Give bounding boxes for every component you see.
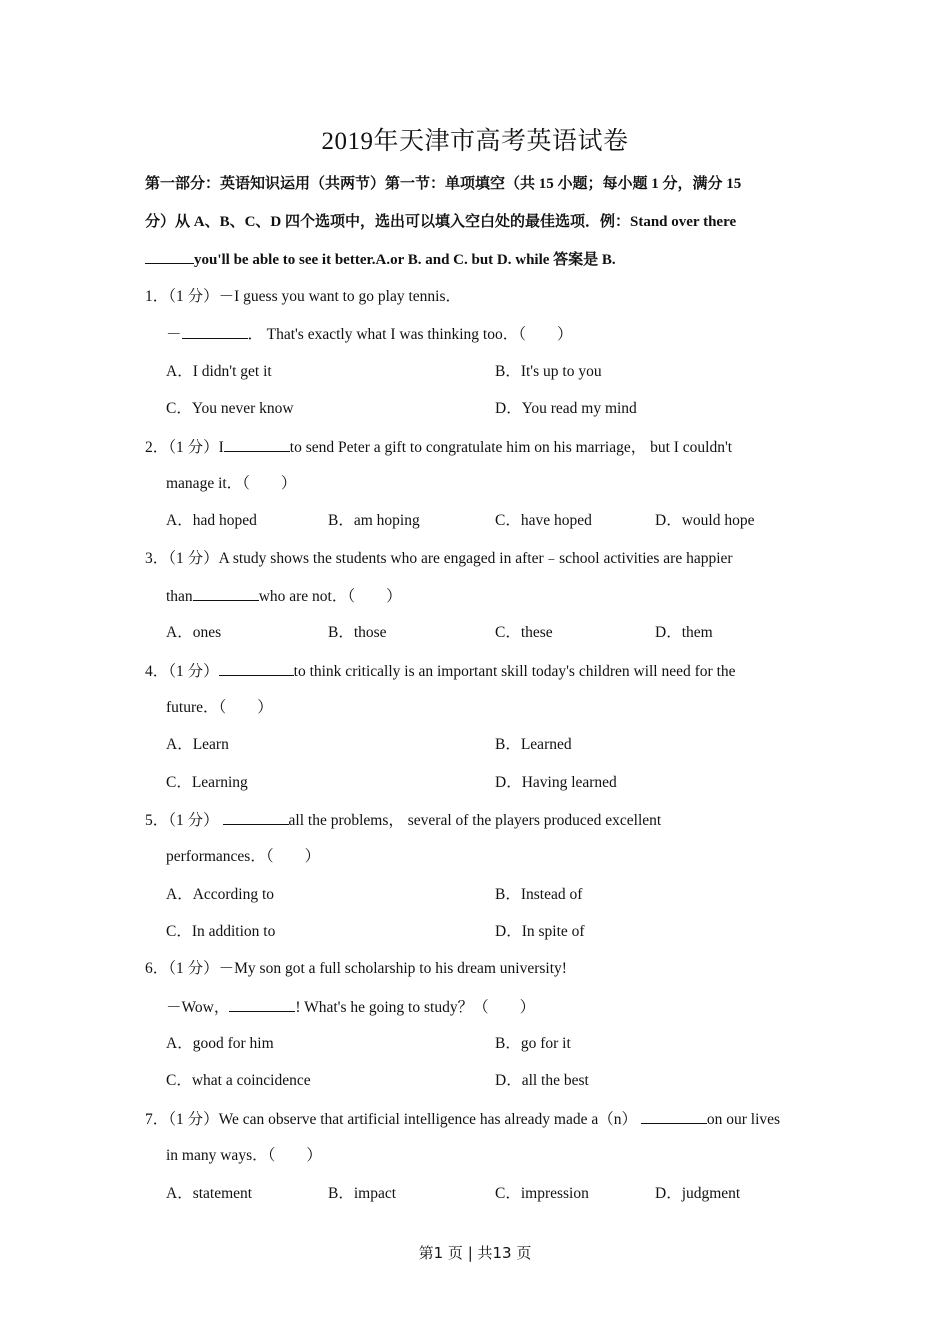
- question-1: 1．（1 分）－I guess you want to go play tennis．: [145, 288, 462, 305]
- q7-option-a[interactable]: A．statement: [166, 1185, 253, 1202]
- q3-option-c[interactable]: C．these: [495, 624, 553, 641]
- intro-line-1: 第一部分：英语知识运用（共两节）第一节：单项填空（共 15 小题；每小题 1 分，满分 15: [145, 176, 742, 192]
- q6-option-a[interactable]: A．good for him: [166, 1035, 274, 1052]
- q1-option-a[interactable]: A．I didn't get it: [166, 363, 272, 380]
- q5-option-b[interactable]: B．Instead of: [495, 886, 583, 903]
- question-7: 7．（1 分）We can observe that artificial intelligence has already made a（n） on our lives: [145, 1111, 781, 1128]
- q2-option-a[interactable]: A．had hoped: [166, 512, 257, 529]
- q7-option-b[interactable]: B．impact: [328, 1185, 397, 1202]
- q2-option-c[interactable]: C．have hoped: [495, 512, 592, 529]
- question-3: 3．（1 分）A study shows the students who are engaged in after﹣school activities are happier: [145, 550, 733, 567]
- answer-blank: [224, 437, 290, 452]
- question-2: 2．（1 分）I to send Peter a gift to congratulate him on his marriage， but I couldn't: [145, 439, 733, 456]
- q6-option-c[interactable]: C．what a coincidence: [166, 1072, 311, 1089]
- q2-option-b[interactable]: B．am hoping: [328, 512, 420, 529]
- q5-option-c[interactable]: C．In addition to: [166, 923, 276, 940]
- question-4: 4．（1 分） to think critically is an important skill today's children will need for the: [145, 663, 736, 680]
- answer-blank: [219, 661, 294, 676]
- q6-option-d[interactable]: D．all the best: [495, 1072, 589, 1089]
- q4-option-d[interactable]: D．Having learned: [495, 774, 617, 791]
- q2-option-d[interactable]: D．would hope: [655, 512, 755, 529]
- q5-option-d[interactable]: D．In spite of: [495, 923, 585, 940]
- question-6: 6．（1 分）－My son got a full scholarship to his dream university!: [145, 960, 567, 977]
- intro-line-3: you'll be able to see it better.A.or B. and C. but D. while 答案是 B.: [145, 249, 616, 270]
- question-6-line-2: －Wow， ! What's he going to study？（ ）: [166, 999, 536, 1016]
- q7-option-d[interactable]: D．judgment: [655, 1185, 741, 1202]
- question-1-line-2: － ． That's exactly what I was thinking too．（ ）: [166, 326, 573, 343]
- q6-option-b[interactable]: B．go for it: [495, 1035, 571, 1052]
- q3-option-b[interactable]: B．those: [328, 624, 387, 641]
- answer-blank: [229, 997, 295, 1012]
- q4-option-b[interactable]: B．Learned: [495, 736, 572, 753]
- answer-blank: [145, 249, 194, 264]
- question-5: 5．（1 分） all the problems， several of the players produced excellent: [145, 812, 662, 829]
- answer-blank: [223, 810, 289, 825]
- answer-blank: [193, 586, 259, 601]
- q5-option-a[interactable]: A．According to: [166, 886, 275, 903]
- intro-line-2: 分）从 A、B、C、D 四个选项中，选出可以填入空白处的最佳选项．例：Stand over there: [145, 214, 737, 230]
- document-title: 2019年天津市高考英语试卷: [321, 128, 629, 155]
- q4-option-a[interactable]: A．Learn: [166, 736, 229, 753]
- question-4-line-2: future．（ ）: [166, 699, 273, 716]
- question-2-line-2: manage it．（ ）: [166, 475, 297, 492]
- answer-blank: [641, 1109, 707, 1124]
- answer-blank: [182, 324, 248, 339]
- question-3-line-2: than who are not．（ ）: [166, 588, 402, 605]
- q1-option-d[interactable]: D．You read my mind: [495, 400, 637, 417]
- q1-option-c[interactable]: C．You never know: [166, 400, 294, 417]
- q1-option-b[interactable]: B．It's up to you: [495, 363, 602, 380]
- q4-option-c[interactable]: C．Learning: [166, 774, 248, 791]
- question-7-line-2: in many ways．（ ）: [166, 1147, 322, 1164]
- q7-option-c[interactable]: C．impression: [495, 1185, 589, 1202]
- page-footer: 第1 页 | 共13 页: [418, 1244, 532, 1262]
- q3-option-a[interactable]: A．ones: [166, 624, 222, 641]
- q3-option-d[interactable]: D．them: [655, 624, 713, 641]
- question-5-line-2: performances．（ ）: [166, 848, 321, 865]
